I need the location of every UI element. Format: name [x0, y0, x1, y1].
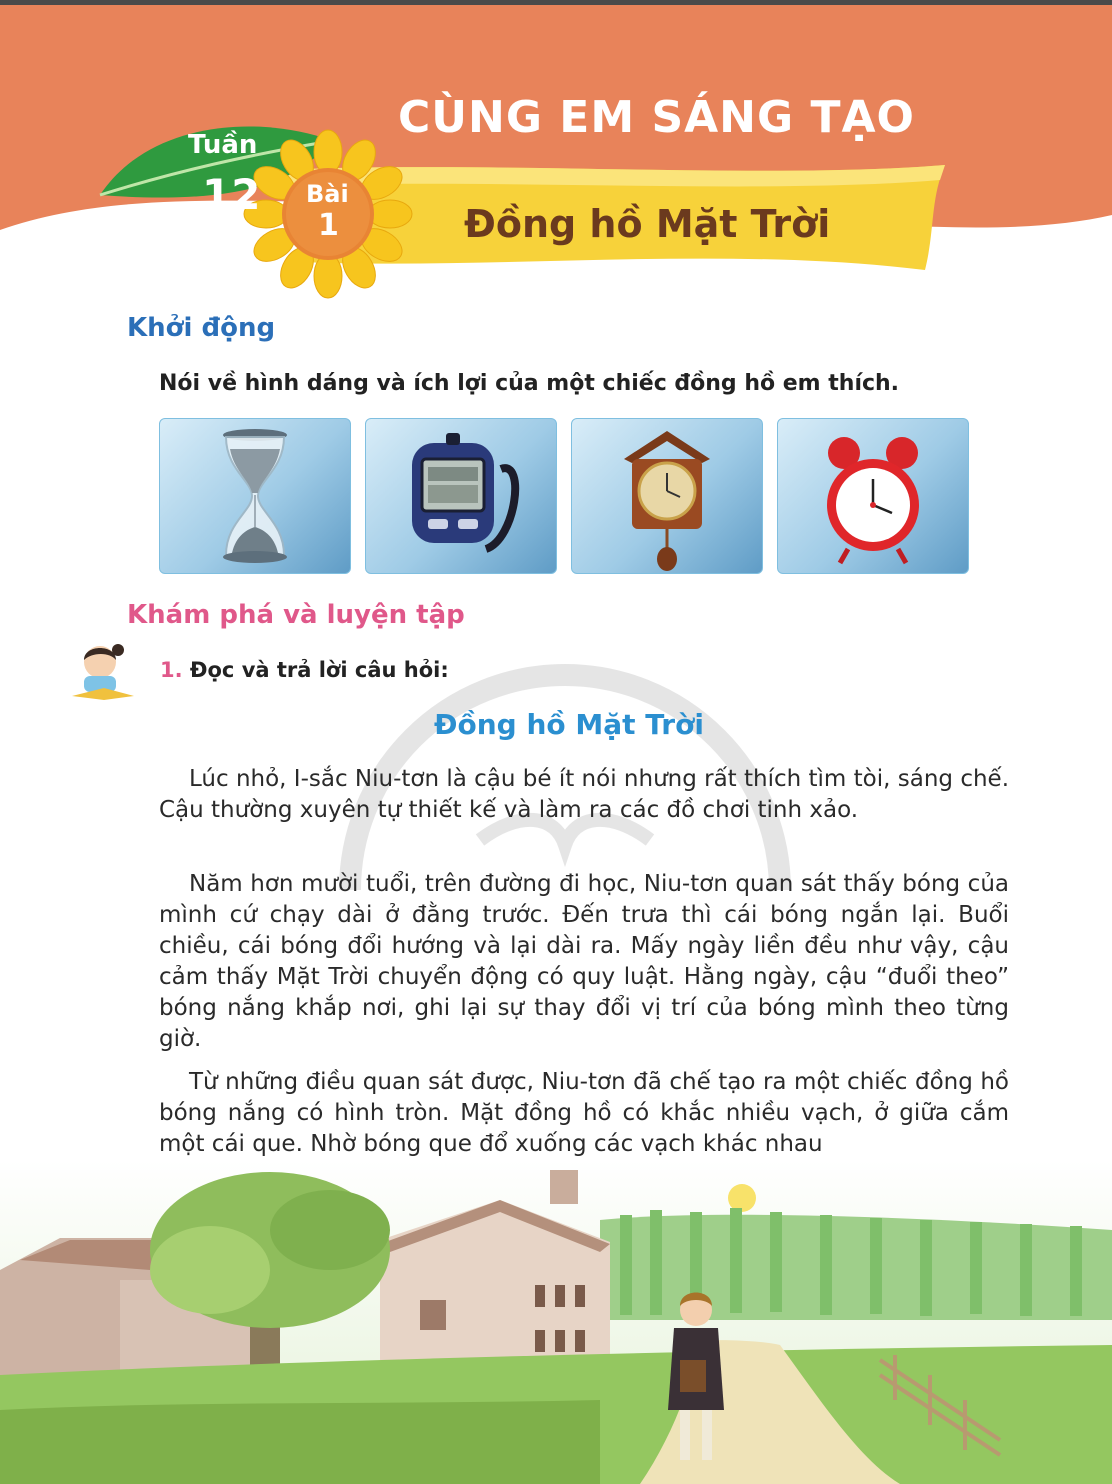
question-number: 1.	[160, 658, 183, 682]
warmup-prompt: Nói về hình dáng và ích lợi của một chiếc đồng hồ em thích.	[159, 371, 900, 396]
stopwatch-photo	[365, 418, 557, 574]
paragraph-3: Từ những điều quan sát được, Niu-tơn đã chế tạo ra một chiếc đồng hồ bóng nắng có hình tròn. Mặt đồng hồ có khắc nhiều vạch, ở giữa cắm một cái que. Nhờ bóng que đổ xuống các vạch khác nhau	[159, 1069, 1009, 1157]
reading-title: Đồng hồ Mặt Trời	[434, 708, 704, 741]
lesson-number: 1	[318, 208, 339, 243]
stopwatch-icon	[366, 419, 556, 573]
lesson-title: Đồng hồ Mặt Trời	[464, 202, 831, 246]
warmup-heading: Khởi động	[127, 313, 276, 343]
cuckoo-clock-icon	[572, 419, 762, 573]
sun-icon	[728, 1184, 756, 1212]
week-label: Tuần	[188, 130, 258, 160]
alarm-clock-photo	[777, 418, 969, 574]
hourglass-icon	[160, 419, 350, 573]
reading-girl-icon	[70, 640, 136, 702]
watermark-logo	[330, 610, 800, 910]
explore-heading: Khám phá và luyện tập	[127, 600, 465, 630]
paragraph-2: Năm hơn mười tuổi, trên đường đi học, Niu-tơn quan sát thấy bóng của mình cứ chạy dài ở đằng trước. Đến trưa thì cái bóng ngắn lại. Buổi chiều, cái bóng đổi hướng và lại dài ra. Mấy ngày liền đều như vậy, cậu cảm thấy Mặt Trời chuyển động có quy luật. Hằng ngày, cậu “đuổi theo” bóng nắng khắp nơi, ghi lại sự thay đổi vị trí của bóng mình theo từng giờ.	[159, 871, 1009, 1052]
lesson-label: Bài	[306, 180, 349, 208]
series-title: CÙNG EM SÁNG TẠO	[398, 92, 915, 143]
week-number: 12	[202, 170, 261, 219]
alarm-clock-icon	[778, 419, 968, 573]
question-text: Đọc và trả lời câu hỏi:	[189, 658, 449, 682]
hourglass-photo	[159, 418, 351, 574]
header-banner	[0, 0, 1112, 300]
question-1	[160, 658, 449, 682]
cuckoo-clock-photo	[571, 418, 763, 574]
village-illustration	[0, 1160, 1112, 1484]
paragraph-1: Lúc nhỏ, I-sắc Niu-tơn là cậu bé ít nói nhưng rất thích tìm tòi, sáng chế. Cậu thường xuyên tự thiết kế và làm ra các đồ chơi tinh xảo.	[159, 766, 1010, 823]
